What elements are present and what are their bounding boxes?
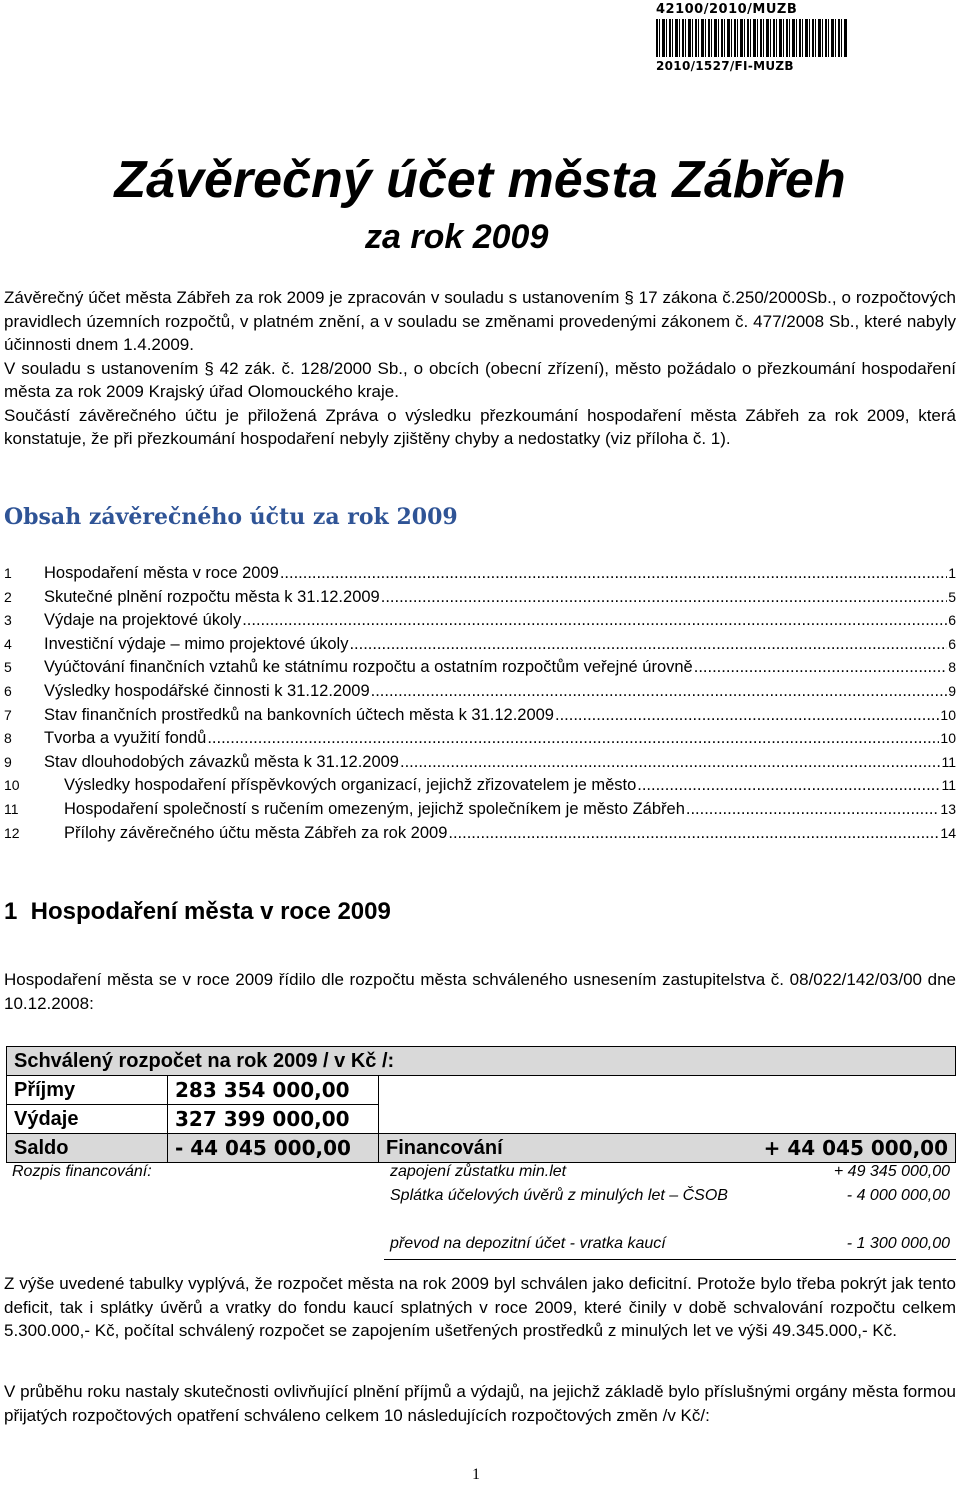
toc-page: 9 xyxy=(948,682,956,699)
breakdown-item-text: převod na depozitní účet - vratka kaucí xyxy=(384,1235,806,1260)
toc-item-2[interactable] xyxy=(4,588,956,612)
toc-leader xyxy=(280,564,947,583)
toc-item-3[interactable] xyxy=(4,611,956,635)
toc-leader xyxy=(637,776,940,795)
toc-number: 6 xyxy=(4,682,12,699)
toc-number: 3 xyxy=(4,612,12,629)
breakdown-item-value: - 4 000 000,00 xyxy=(846,1187,950,1204)
toc-text: Hospodaření města v roce 2009 xyxy=(44,564,279,582)
toc-page: 13 xyxy=(940,800,956,817)
toc-page: 10 xyxy=(940,730,956,747)
toc-text: Výsledky hospodaření příspěvkových organizací, jejichž zřizovatelem je město xyxy=(64,776,637,795)
empty-cell xyxy=(379,1105,956,1134)
toc-item-1[interactable] xyxy=(4,564,956,588)
document-subtitle: za rok 2009 xyxy=(365,218,549,256)
toc-item-5[interactable] xyxy=(4,658,956,682)
budget-table-header: Schválený rozpočet na rok 2009 / v Kč /: xyxy=(7,1047,956,1076)
toc-page: 11 xyxy=(941,753,956,770)
toc-number: 10 xyxy=(4,777,20,794)
financing-label: Financování xyxy=(379,1134,608,1163)
toc-leader xyxy=(381,588,947,607)
registry-stamp xyxy=(656,2,856,73)
toc-number: 9 xyxy=(4,753,12,770)
toc-text: Přílohy závěrečného účtu města Zábřeh za rok 2009 xyxy=(64,823,448,842)
toc-text: Stav dlouhodobých závazků města k 31.12.2009 xyxy=(44,752,399,771)
breakdown-item-text: Splátka účelových úvěrů z minulých let – ČSOB xyxy=(390,1187,728,1204)
toc-item-6[interactable] xyxy=(4,682,956,706)
toc-item-8[interactable] xyxy=(4,729,956,753)
approved-budget-table xyxy=(6,1046,956,1163)
barcode xyxy=(656,19,848,57)
empty-cell xyxy=(379,1076,956,1105)
toc-leader xyxy=(400,753,940,772)
toc-leader xyxy=(242,611,947,630)
expenditure-label: Výdaje xyxy=(7,1105,168,1134)
toc-text: Výdaje na projektové úkoly xyxy=(44,611,242,630)
toc-text: Tvorba a využití fondů xyxy=(44,729,207,748)
paragraph-deficit: Z výše uvedené tabulky vyplývá, že rozpočet města na rok 2009 byl schválen jako deficitní. Protože bylo třeba pokrýt jak tento deficit, tak i splátky úvěrů a vratky do fondu kaucí splatných v roce 2009, které činily v době schvalování rozpočtu celkem 5.300.000,- Kč, počítal schválený rozpočet se zapojením ušetřených prostředků z minulých let ve výši 49.345.000,- Kč. xyxy=(4,1274,956,1340)
toc-page: 6 xyxy=(948,635,956,652)
document-title: Závěrečný účet města Zábřeh xyxy=(114,151,846,209)
toc-leader xyxy=(349,635,947,654)
intro-section xyxy=(4,286,956,451)
toc-page: 10 xyxy=(940,706,956,723)
toc-item-9[interactable] xyxy=(4,753,956,777)
expenditure-value: 327 399 000,00 xyxy=(168,1105,379,1134)
toc-text: Skutečné plnění rozpočtu města k 31.12.2009 xyxy=(44,587,380,606)
intro-paragraph-2: V souladu s ustanovením § 42 zák. č. 128/2000 Sb., o obcích (obecní zřízení), město požádalo o přezkoumání hospodaření města za rok 2009 Krajský úřad Olomouckého kraje. xyxy=(4,358,956,401)
toc-page: 14 xyxy=(940,824,956,841)
breakdown-item-value: - 1 300 000,00 xyxy=(806,1235,956,1260)
empty-cell xyxy=(6,1235,384,1260)
toc-item-12[interactable] xyxy=(4,824,956,848)
toc-item-7[interactable] xyxy=(4,706,956,730)
toc-leader xyxy=(207,729,939,748)
toc-page: 5 xyxy=(948,588,956,605)
balance-value: - 44 045 000,00 xyxy=(168,1134,379,1163)
toc-number: 5 xyxy=(4,659,12,676)
balance-label: Saldo xyxy=(7,1134,168,1163)
intro-paragraph-3: Součástí závěrečného účtu je přiložená Zpráva o výsledku přezkoumání hospodaření města Zábřeh za rok 2009, která konstatuje, že při přezkoumání hospodaření nebyly zjištěny chyby a nedostatky (viz příloha č. 1). xyxy=(4,405,956,448)
section-1-intro: Hospodaření města se v roce 2009 řídilo dle rozpočtu města schváleného usnesením zastupitelstva č. 08/022/142/03/00 dne 10.12.2008: xyxy=(4,970,956,1013)
toc-leader xyxy=(694,658,947,677)
toc-number: 12 xyxy=(4,824,20,841)
toc-text: Investiční výdaje – mimo projektové úkoly xyxy=(44,634,349,653)
revenue-label: Příjmy xyxy=(7,1076,168,1105)
toc-item-11[interactable] xyxy=(4,800,956,824)
stamp-reference-top: 42100/2010/MUZB xyxy=(656,2,798,17)
toc-page: 1 xyxy=(948,565,956,581)
toc-number: 2 xyxy=(4,588,12,605)
page-number: 1 xyxy=(472,1466,480,1483)
stamp-reference-bottom: 2010/1527/FI-MUZB xyxy=(656,59,794,73)
toc-text: Stav finančních prostředků na bankovních účtech města k 31.12.2009 xyxy=(44,705,554,724)
toc-title: Obsah závěrečného účtu za rok 2009 xyxy=(4,504,458,530)
toc-page: 11 xyxy=(941,777,956,794)
toc-text: Hospodaření společností s ručením omezeným, jejichž společníkem je město Zábřeh xyxy=(64,799,685,818)
toc-leader xyxy=(371,682,948,701)
intro-paragraph-1: Závěrečný účet města Zábřeh za rok 2009 je zpracován v souladu s ustanovením § 17 zákona č.250/2000Sb., o rozpočtových pravidlech územních rozpočtů, v platném znění, a v souladu se změnami provedenými zákonem č. 477/2008 Sb., které nabyly účinnosti dnem 1.4.2009. xyxy=(4,288,956,354)
toc-text: Vyúčtování finančních vztahů ke státnímu rozpočtu a ostatním rozpočtům veřejné úrovně xyxy=(44,658,693,677)
breakdown-item-text: zapojení zůstatku min.let xyxy=(390,1163,567,1180)
financing-breakdown xyxy=(6,1162,956,1260)
table-of-contents xyxy=(4,564,956,847)
toc-number: 11 xyxy=(4,800,19,817)
paragraph-budget-changes: V průběhu roku nastaly skutečnosti ovlivňující plnění příjmů a výdajů, na jejichž základě bylo příslušnými orgány města formou přijatých rozpočtových opatření schváleno celkem 10 následujících rozpočtových změn /v Kč/: xyxy=(4,1382,956,1425)
financing-value: + 44 045 000,00 xyxy=(608,1134,956,1163)
toc-page: 6 xyxy=(948,612,956,629)
breakdown-item-value: + 49 345 000,00 xyxy=(833,1163,950,1180)
toc-number: 7 xyxy=(4,706,12,723)
toc-leader xyxy=(448,824,939,843)
breakdown-label: Rozpis financování: xyxy=(12,1163,152,1180)
toc-number: 8 xyxy=(4,730,12,747)
toc-item-10[interactable] xyxy=(4,776,956,800)
section-1-heading: 1 Hospodaření města v roce 2009 xyxy=(4,898,391,925)
toc-page: 8 xyxy=(948,659,956,676)
toc-item-4[interactable] xyxy=(4,635,956,659)
toc-leader xyxy=(555,706,939,725)
toc-number: 4 xyxy=(4,635,12,652)
toc-number: 1 xyxy=(4,565,12,581)
toc-leader xyxy=(686,800,940,819)
revenue-value: 283 354 000,00 xyxy=(168,1076,379,1105)
toc-text: Výsledky hospodářské činnosti k 31.12.2009 xyxy=(44,681,370,700)
empty-cell xyxy=(6,1187,384,1235)
